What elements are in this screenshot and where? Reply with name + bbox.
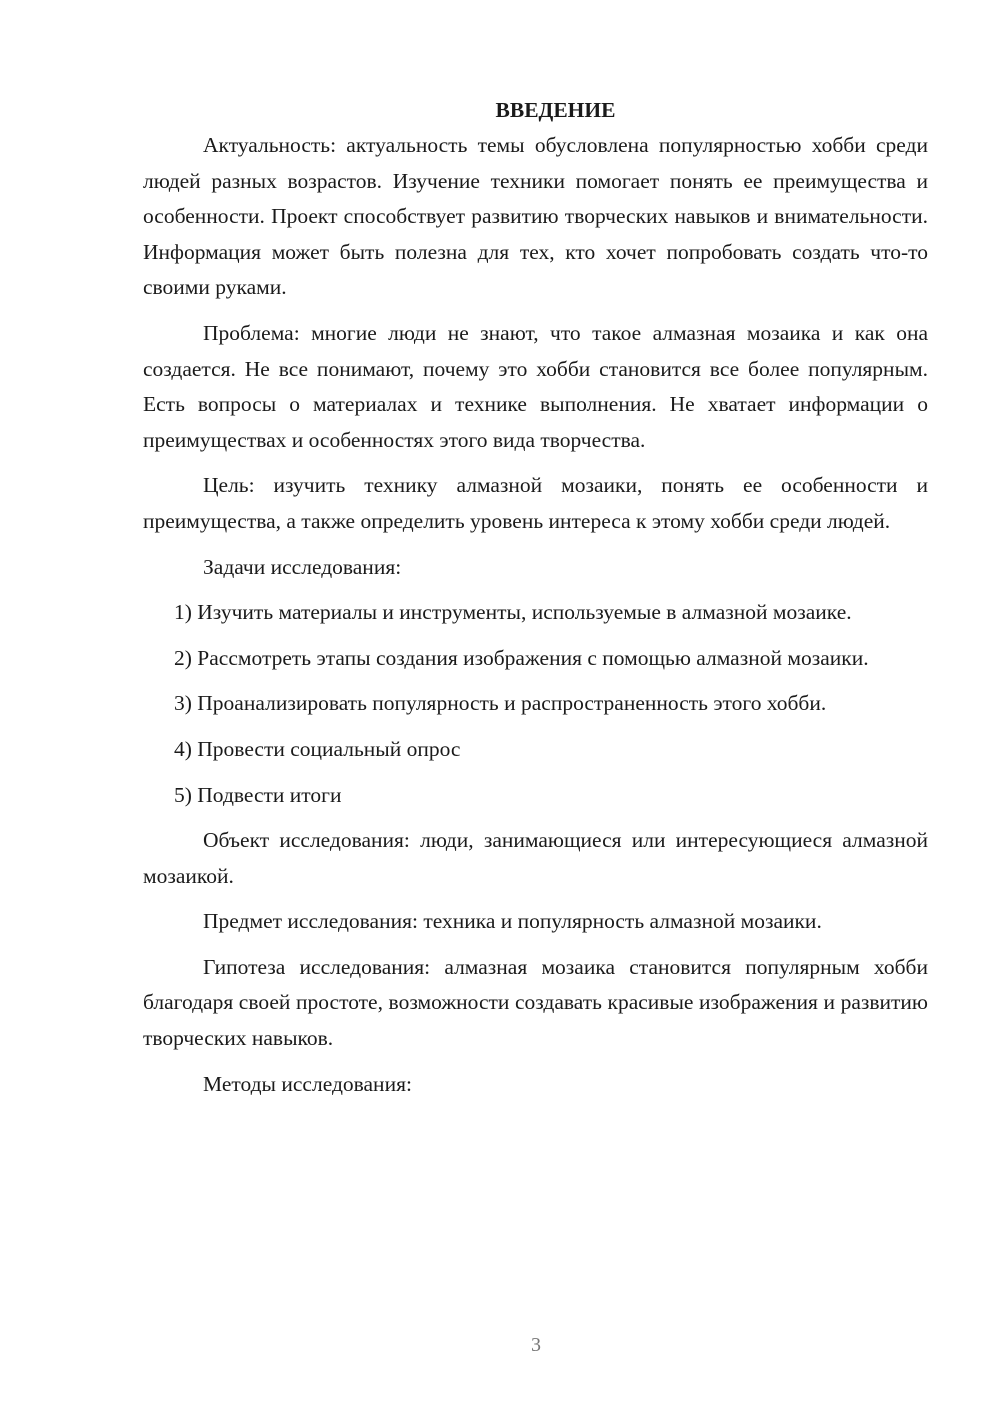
hypothesis-paragraph: Гипотеза исследования: алмазная мозаика становится популярным хобби благодаря своей простоте, возможности создавать красивые изображения и развитию творческих навыков. xyxy=(143,954,928,1051)
object-paragraph: Объект исследования: люди, занимающиеся или интересующиеся алмазной мозаикой. xyxy=(143,828,928,888)
task-item: 4) Провести социальный опрос xyxy=(174,736,461,761)
goal-paragraph: Цель: изучить технику алмазной мозаики, понять ее особенности и преимущества, а также определить уровень интереса к этому хобби среди людей. xyxy=(143,473,928,533)
page-content xyxy=(143,93,928,1102)
tasks-heading: Задачи исследования: xyxy=(203,554,402,579)
task-item: 1) Изучить материалы и инструменты, используемые в алмазной мозаике. xyxy=(174,600,852,625)
task-item: 2) Рассмотреть этапы создания изображения с помощью алмазной мозаики. xyxy=(174,645,869,670)
subject-paragraph: Предмет исследования: техника и популярность алмазной мозаики. xyxy=(203,909,822,934)
relevance-paragraph: Актуальность: актуальность темы обусловлена популярностью хобби среди людей разных возрастов. Изучение техники помогает понять ее преимущества и особенности. Проект способствует развитию творческих навыков и внимательности. Информация может быть полезна для тех, кто хочет попробовать создать что-то своими руками. xyxy=(143,133,928,300)
task-item: 5) Подвести итоги xyxy=(174,782,342,807)
task-item: 3) Проанализировать популярность и распространенность этого хобби. xyxy=(174,691,827,716)
methods-heading: Методы исследования: xyxy=(203,1071,412,1096)
page-title: ВВЕДЕНИЕ xyxy=(495,98,616,122)
problem-paragraph: Проблема: многие люди не знают, что такое алмазная мозаика и как она создается. Не все понимают, почему это хобби становится все более популярным. Есть вопросы о материалах и технике выполнения. Не хватает информации о преимуществах и особенностях этого вида творчества. xyxy=(143,320,928,452)
page-number: 3 xyxy=(531,1334,541,1356)
